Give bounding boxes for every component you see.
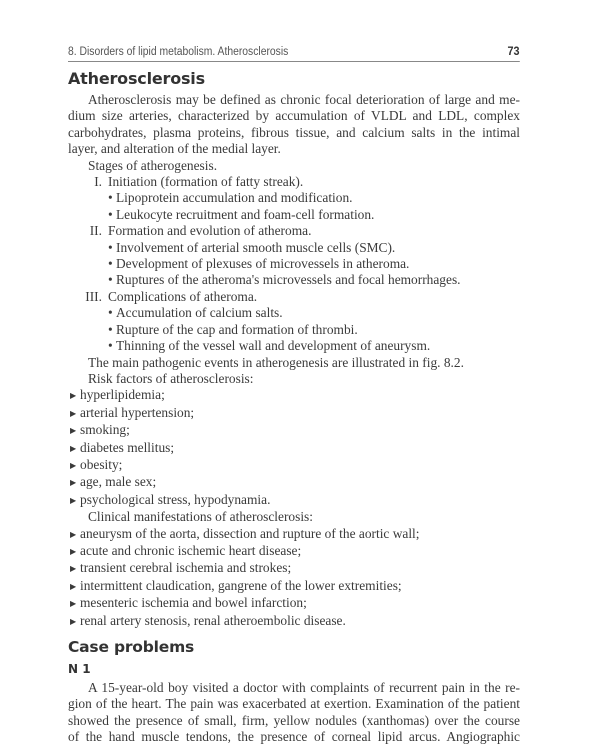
stage-number: I. (94, 174, 102, 190)
triangle-bullet-icon: ▶ (70, 391, 77, 401)
list-item (68, 440, 520, 457)
stage-bullet-item: • Leukocyte recruitment and foam-cell formation. (68, 207, 520, 223)
list-item-text: arterial hypertension; (80, 404, 195, 420)
text-line: gion of the heart. The pain was exacerbated at exertion. Examination of the patient (68, 696, 520, 712)
case-problems-title: Case problems (68, 638, 195, 656)
triangle-bullet-icon: ▶ (70, 426, 77, 436)
list-item-text: renal artery stenosis, renal atheroembolic disease. (80, 612, 346, 628)
clinical-list (68, 526, 520, 630)
stage-bullet-item: • Lipoprotein accumulation and modification. (68, 190, 520, 206)
list-item (68, 560, 520, 577)
page (68, 44, 520, 746)
list-item (68, 543, 520, 560)
stage-heading (68, 289, 520, 305)
stage-title: Initiation (formation of fatty streak). (108, 174, 304, 190)
stage-bullet-item: • Thinning of the vessel wall and development of aneurysm. (68, 338, 520, 354)
triangle-bullet-icon: ▶ (70, 581, 77, 591)
section-body (68, 92, 520, 630)
intro-paragraph (68, 92, 520, 158)
risk-factors-list (68, 387, 520, 509)
list-item (68, 474, 520, 491)
stage-heading (68, 174, 520, 190)
triangle-bullet-icon: ▶ (70, 408, 77, 418)
figure-reference: The main pathogenic events in atherogenesis are illustrated in fig. 8.2. (88, 354, 464, 370)
case-number: N 1 (68, 662, 91, 676)
clinical-label: Clinical manifestations of atherosclerosis: (88, 509, 313, 525)
list-item-text: acute and chronic ischemic heart disease; (80, 542, 302, 558)
list-item-text: age, male sex; (80, 474, 157, 490)
list-item-text: aneurysm of the aorta, dissection and rupture of the aortic wall; (80, 525, 420, 541)
list-item (68, 405, 520, 422)
stage-bullet-item: • Involvement of arterial smooth muscle cells (SMC). (68, 240, 520, 256)
list-item (68, 492, 520, 509)
running-header (68, 44, 520, 62)
case-paragraph (68, 680, 520, 746)
list-item (68, 613, 520, 630)
list-item-text: psychological stress, hypodynamia. (80, 491, 271, 507)
text-line: carbohydrates, plasma proteins, fibrous tissue, and calcium salts in the intimal (68, 124, 520, 140)
list-item (68, 422, 520, 439)
list-item-text: smoking; (80, 422, 130, 438)
triangle-bullet-icon: ▶ (70, 599, 77, 609)
triangle-bullet-icon: ▶ (70, 460, 77, 470)
stage-title: Formation and evolution of atheroma. (108, 223, 312, 239)
risk-factors-label: Risk factors of atherosclerosis: (88, 370, 254, 386)
triangle-bullet-icon: ▶ (70, 443, 77, 453)
list-item-text: hyperlipidemia; (80, 387, 165, 403)
text-line: of the hand muscle tendons, the presence of corneal lipid arcus. Angiographic (68, 729, 520, 745)
triangle-bullet-icon: ▶ (70, 478, 77, 488)
triangle-bullet-icon: ▶ (70, 616, 77, 626)
triangle-bullet-icon: ▶ (70, 564, 77, 574)
stages-list (68, 174, 520, 354)
text-line: showed the presence of small, firm, yellow nodules (xanthomas) over the course (68, 712, 520, 728)
list-item-text: obesity; (80, 456, 123, 472)
list-item-text: intermittent claudication, gangrene of the lower extremities; (80, 577, 402, 593)
stage-heading (68, 223, 520, 239)
stage-bullet-item: • Development of plexuses of microvessels in atheroma. (68, 256, 520, 272)
triangle-bullet-icon: ▶ (70, 495, 77, 505)
list-item (68, 595, 520, 612)
stage-number: II. (89, 223, 102, 239)
text-line: layer, and alteration of the medial layer. (68, 141, 281, 157)
running-title: 8. Disorders of lipid metabolism. Atherosclerosis (68, 46, 289, 58)
stage-bullet-item: • Ruptures of the atheroma's microvessels and focal hemorrhages. (68, 272, 520, 288)
triangle-bullet-icon: ▶ (70, 546, 77, 556)
list-item-text: mesenteric ischemia and bowel infarction; (80, 595, 307, 611)
stage-bullet-item: • Rupture of the cap and formation of thrombi. (68, 322, 520, 338)
list-item-text: diabetes mellitus; (80, 439, 175, 455)
section-title: Atherosclerosis (68, 69, 205, 88)
stage-title: Complications of atheroma. (108, 288, 258, 304)
text-line: Atherosclerosis may be defined as chronic focal deterioration of large and me- (88, 92, 520, 107)
triangle-bullet-icon: ▶ (70, 529, 77, 539)
list-item (68, 578, 520, 595)
list-item (68, 457, 520, 474)
list-item (68, 387, 520, 404)
stage-bullet-item: • Accumulation of calcium salts. (68, 305, 520, 321)
text-line: dium size arteries, characterized by accumulation of VLDL and LDL, complex (68, 108, 520, 124)
stage-number: III. (85, 288, 102, 304)
page-number: 73 (507, 44, 520, 58)
text-line: A 15-year-old boy visited a doctor with complaints of recurrent pain in the re- (88, 680, 520, 695)
list-item-text: transient cerebral ischemia and strokes; (80, 560, 292, 576)
stages-label: Stages of atherogenesis. (88, 157, 218, 173)
list-item (68, 526, 520, 543)
